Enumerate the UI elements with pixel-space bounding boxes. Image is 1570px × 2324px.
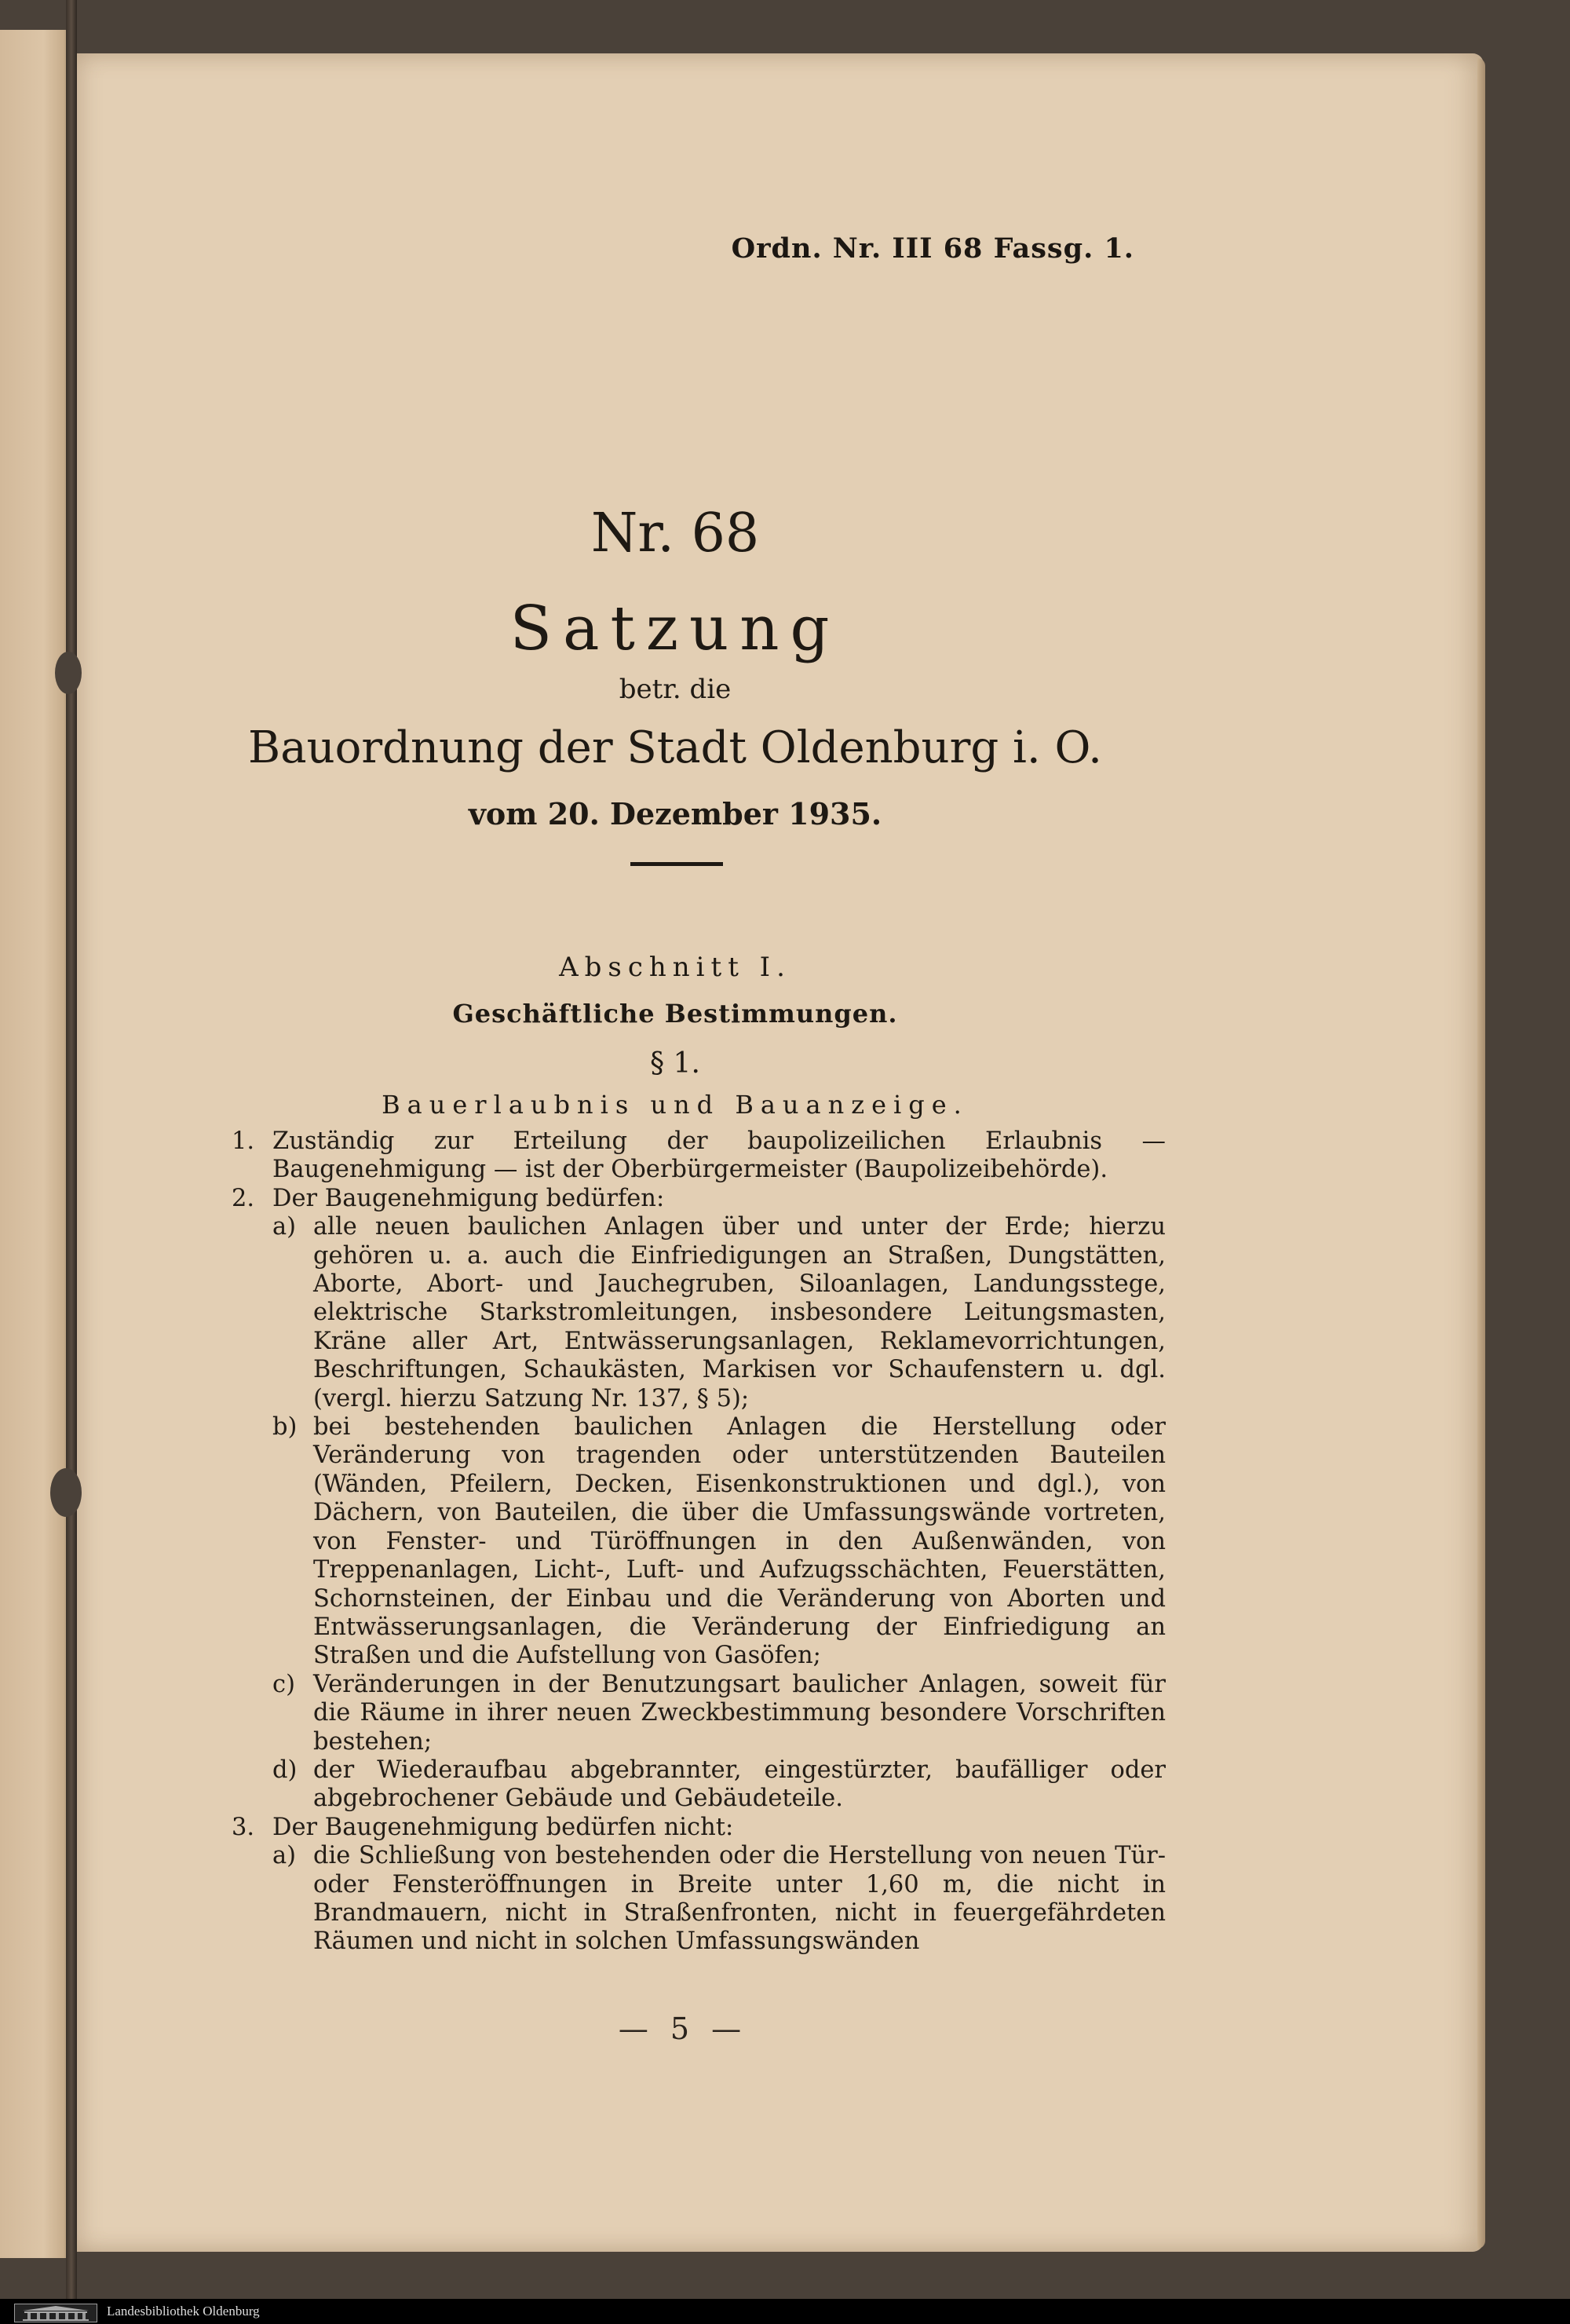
page-number: — 5 —: [618, 2012, 748, 2046]
item-number: 1.: [232, 1127, 255, 1155]
paragraph-number: § 1.: [650, 1047, 700, 1080]
document-subject: Bauordnung der Stadt Oldenburg i. O.: [248, 722, 1102, 773]
paragraph-title: Bauerlaubnis und Bauanzeige.: [382, 1090, 969, 1120]
sub-item-text: Veränderungen in der Benutzungsart baulicher Anlagen, soweit für die Räume in ihrer neuen Zweckbestimmung besondere Vorschriften bestehen;: [313, 1670, 1166, 1756]
list-item: [232, 1814, 1166, 1842]
section-title: Geschäftliche Bestimmungen.: [452, 999, 898, 1029]
sub-item-text: alle neuen baulichen Anlagen über und unter der Erde; hierzu gehören u. a. auch die Einfriedigungen an Straßen, Dungstätten, Aborte, Abort- und Jauchegruben, Siloanlagen, Landungsstege, elektrische Starkstromleitungen, insbesondere Leitungsmasten, Kräne aller Art, Entwässerungsanlagen, Reklamevorrichtungen, Beschriftungen, Schaukästen, Markisen vor Schaufenstern u. dgl. (vergl. hierzu Satzung Nr. 137, § 5);: [313, 1213, 1166, 1412]
sub-item-text: der Wiederaufbau abgebrannter, eingestürzter, baufälliger oder abgebrochener Gebäude und Gebäudeteile.: [313, 1756, 1166, 1813]
title-divider: [630, 862, 723, 866]
sub-item-letter: c): [272, 1670, 295, 1698]
sub-item: [272, 1413, 1166, 1671]
facing-page-edge: [0, 30, 72, 2258]
item-number: 3.: [232, 1813, 255, 1841]
document-title: Satzung: [509, 594, 841, 664]
sub-item: [272, 1213, 1166, 1413]
list-item: [232, 1185, 1166, 1213]
sub-item-letter: a): [272, 1842, 297, 1870]
sub-item-letter: d): [272, 1756, 298, 1784]
statute-number: Nr. 68: [590, 502, 760, 565]
sub-item: [272, 1671, 1166, 1756]
punch-hole: [55, 652, 82, 694]
sub-item-text: die Schließung von bestehenden oder die Herstellung von neuen Tür- oder Fensteröffnungen in Breite unter 1,60 m, die nicht in Brandmauern, nicht in Straßenfronten, nicht in feuergefährdeten Räumen und nicht in solchen Umfassungswänden: [313, 1842, 1166, 1956]
sub-item-letter: b): [272, 1413, 298, 1442]
item-text: Zuständig zur Erteilung der baupolizeilichen Erlaubnis — Baugenehmigung — ist der Oberbürgermeister (Baupolizeibehörde).: [272, 1127, 1166, 1184]
page-edge: [1477, 58, 1485, 2249]
library-credit: Landesbibliothek Oldenburg: [107, 2304, 260, 2319]
ordinance-reference: Ordn. Nr. III 68 Fassg. 1.: [731, 232, 1134, 265]
sub-item: [272, 1842, 1166, 1957]
sub-item-text: bei bestehenden baulichen Anlagen die Herstellung oder Veränderung von tragenden oder unterstützenden Bauteilen (Wänden, Pfeilern, Decken, Eisenkonstruktionen und dgl.), von Dächern, von Bauteilen, die über die Umfassungswände vortreten, von Fenster- und Türöffnungen in den Außenwänden, von Treppenanlagen, Licht-, Luft- und Aufzugsschächten, Feuerstätten, Schornsteinen, der Einbau und die Veränderung von Aborten und Entwässerungsanlagen, die Veränderung der Einfriedigung an Straßen und die Aufstellung von Gasöfen;: [313, 1413, 1166, 1670]
item-number: 2.: [232, 1184, 255, 1212]
punch-hole: [50, 1468, 82, 1517]
item-text: Der Baugenehmigung bedürfen:: [272, 1184, 665, 1212]
item-text: Der Baugenehmigung bedürfen nicht:: [272, 1813, 734, 1841]
sub-item: [272, 1756, 1166, 1814]
statute-body: [232, 1127, 1166, 1957]
section-label: Abschnitt I.: [559, 952, 791, 983]
title-connector: betr. die: [619, 674, 732, 705]
list-item: [232, 1127, 1166, 1185]
library-building-icon: [14, 2304, 97, 2322]
book-gutter: [66, 0, 77, 2324]
sub-item-letter: a): [272, 1213, 297, 1241]
document-date: vom 20. Dezember 1935.: [468, 796, 882, 831]
